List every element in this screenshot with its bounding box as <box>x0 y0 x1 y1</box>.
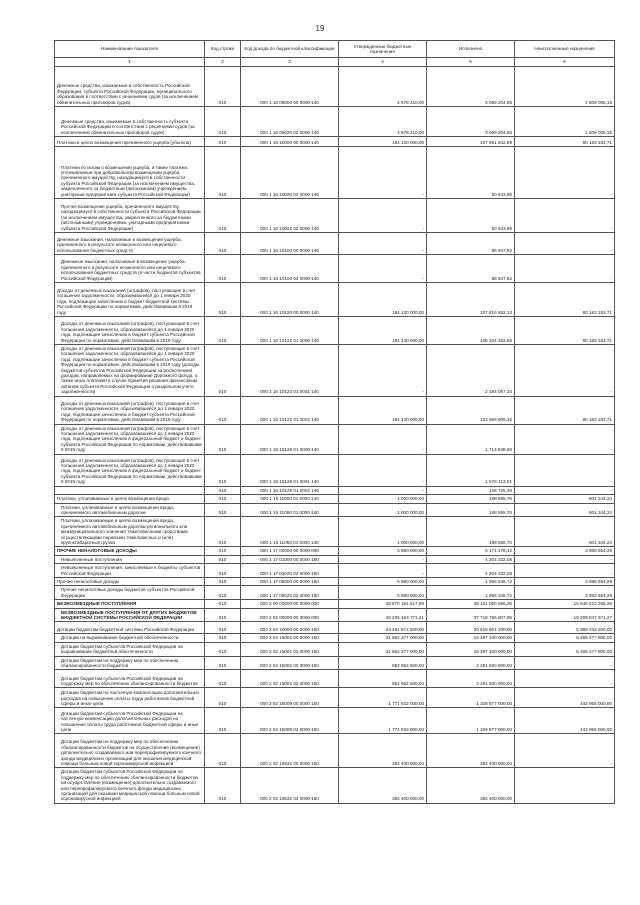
row-executed: 364 400 000,00 <box>427 734 515 768</box>
table-row <box>55 424 615 454</box>
row-code: 010 <box>205 734 241 768</box>
row-name: Доходы от денежных взысканий (штрафов), поступающие в счет погашения задолженности, образовавшейся до 1 января 2020 года, подлежащие зачислению в бюджет субъекта Российской Федерации по нормативам, действовавшим в 2019 году <box>55 317 205 345</box>
row-code: 010 <box>205 424 241 454</box>
table-row <box>55 199 615 233</box>
row-unexecuted: - <box>515 656 615 670</box>
header-name: Наименование показателя <box>55 41 205 58</box>
row-executed: 1 328 877 000,00 <box>427 688 515 708</box>
row-executed: 3 069 204,85 <box>427 107 515 137</box>
row-name: Платежи, уплачиваемые в целях возмещения вреда, причиняемого автомобильным дорогам регионального или межмуниципального значения тяжеловесными средствами, осуществляющими перевозки тяжеловесных и (или) крупногабаритных грузов <box>55 517 205 547</box>
row-executed: 198 655,76 <box>427 517 515 547</box>
row-unexecuted: 442 955 000,00 <box>515 688 615 708</box>
column-number: 2 <box>205 58 241 67</box>
row-name: Дотации бюджетам субъектов Российской Федерации на выравнивание бюджетной обеспеченности <box>55 642 205 656</box>
row-approved: 24 481 572 500,00 <box>339 622 427 634</box>
table-row <box>55 734 615 768</box>
row-executed: 106 104 483,65 <box>427 317 515 345</box>
row-executed: 20 519 601 200,00 <box>427 622 515 634</box>
row-unexecuted: - <box>515 734 615 768</box>
row-code: 010 <box>205 555 241 563</box>
row-approved: 184 130 000,00 <box>339 396 427 424</box>
row-name: Дотации бюджетам на поддержку мер по обеспечению сбалансированности бюджетов на осуществление (возмещение) дополнительно создаваемого или перепрофилируемого коечного фонда медицинских организаций для оказания медицинской помощи больным новой коронавирусной инфекцией <box>55 734 205 768</box>
row-executed: 50 843,86 <box>427 199 515 233</box>
row-name: Денежные взыскания, налагаемые в возмещение ущерба, причиненного в результате незаконного или нецелевого использования бюджетных средств (в части бюджетов субъектов Российской Федерации) <box>55 255 205 283</box>
row-unexecuted: 16 209 047 671,27 <box>515 608 615 622</box>
row-name: Платежи по искам о возмещении ущерба, а также платежи, уплачиваемые при добровольном возмещении ущерба, причиненного имуществу, находящемуся в собственности субъекта Российской Федерации (за исключением имущества, закрепленного за бюджетным (автономным) учреждением, унитарным предприятием субъекта Российской Федерации) <box>55 147 205 199</box>
row-name: Денежные взыскания, налагаемые в возмещение ущерба, причиненного в результате незаконного или нецелевого использования бюджетных средств <box>55 233 205 255</box>
row-unexecuted: - <box>515 564 615 578</box>
row-code: 010 <box>205 137 241 147</box>
row-code: 010 <box>205 688 241 708</box>
row-unexecuted: 3 988 654,28 <box>515 577 615 585</box>
row-name: ПРОЧИЕ НЕНАЛОГОВЫЕ ДОХОДЫ <box>55 547 205 555</box>
row-code: 010 <box>205 255 241 283</box>
table-row <box>55 608 615 622</box>
table-row <box>55 147 615 199</box>
row-code: 010 <box>205 670 241 688</box>
row-approved: 1 771 832 000,00 <box>339 708 427 734</box>
row-code: 010 <box>205 586 241 600</box>
table-row <box>55 233 615 255</box>
row-approved: 184 130 000,00 <box>339 283 427 317</box>
row-executed: 136 725,49 <box>427 486 515 494</box>
row-name: Дотации бюджетам на поддержку мер по обеспечению сбалансированности бюджетов <box>55 656 205 670</box>
page-number: 19 <box>315 24 325 33</box>
row-code: 010 <box>205 107 241 137</box>
row-kbk: 000 1 16 10122 01 0001 140 <box>241 345 339 397</box>
column-number: 1 <box>55 58 205 67</box>
table-row <box>55 768 615 803</box>
row-code: 010 <box>205 503 241 517</box>
row-name: Доходы от денежных взысканий (штрафов), поступающие в счет погашения задолженности, образовавшейся до 1 января 2020 года, подлежащие зачислению в бюджет бюджетной системы Российской Федерации по нормативам, действовавшим в 2019 году <box>55 283 205 317</box>
row-executed: 38 101 060 585,26 <box>427 600 515 608</box>
row-approved: - <box>339 454 427 486</box>
row-executed: 50 843,86 <box>427 147 515 199</box>
header-kbk: Код дохода по бюджетной классификации <box>241 41 339 58</box>
column-number: 3 <box>241 58 339 67</box>
row-unexecuted: - <box>515 345 615 397</box>
table-row <box>55 642 615 656</box>
row-name: Денежные средства, изымаемые в собственность Российской Федерации, субъекта Российской Федерации, муниципального образования в соответствии с решениями судов (за исключением обвинительных приговоров судов) <box>55 67 205 107</box>
row-executed: 1 714 638,50 <box>427 424 515 454</box>
row-kbk: 000 1 16 10122 01 0000 140 <box>241 317 339 345</box>
row-approved: 184 130 000,00 <box>339 137 427 147</box>
row-kbk: 000 1 16 09020 02 0000 140 <box>241 107 339 137</box>
row-code: 010 <box>205 656 241 670</box>
table-row <box>55 517 615 547</box>
row-unexecuted: 80 183 183,71 <box>515 396 615 424</box>
row-approved: - <box>339 555 427 563</box>
column-number-row <box>55 58 615 67</box>
row-name: Дотации бюджетам субъектов Российской Федерации на поддержку мер по обеспечению сбалансированности бюджетов на осуществление (возмещение) дополнительно создаваемого или перепрофилируемого коечного фонда медицинских организаций для оказания медицинской помощи больным новой коронавирусной инфекцией <box>55 768 205 803</box>
row-kbk: 000 1 17 01000 00 0000 180 <box>241 555 339 563</box>
row-unexecuted: - <box>515 424 615 454</box>
row-unexecuted: - <box>515 768 615 803</box>
row-unexecuted: 1 609 005,15 <box>515 107 615 137</box>
table-row <box>55 283 615 317</box>
row-name: Прочее возмещение ущерба, причиненного имуществу, находящемуся в собственности субъекта Российской Федерации (за исключением имущества, закрепленного за бюджетными (автономными) учреждениями, унитарными предприятиями субъекта Российской Федерации) <box>55 199 205 233</box>
row-executed: 103 968 905,25 <box>427 396 515 424</box>
row-approved: 364 400 000,00 <box>339 734 427 768</box>
row-name: Прочие неналоговые доходы <box>55 577 205 585</box>
row-code: 010 <box>205 454 241 486</box>
row-approved: - <box>339 424 427 454</box>
row-approved: - <box>339 199 427 233</box>
row-unexecuted: 442 955 000,00 <box>515 708 615 734</box>
table-row <box>55 454 615 486</box>
row-approved: 5 880 000,00 <box>339 586 427 600</box>
table-row <box>55 67 615 107</box>
row-kbk: 000 1 16 10128 01 0000 140 <box>241 424 339 454</box>
row-approved: - <box>339 564 427 578</box>
row-code: 010 <box>205 199 241 233</box>
row-executed: 198 655,76 <box>427 503 515 517</box>
table-row <box>55 586 615 600</box>
row-kbk: 000 2 02 10000 00 0000 150 <box>241 622 339 634</box>
row-executed: 107 961 842,89 <box>427 137 515 147</box>
row-kbk: 000 2 02 15009 00 0000 150 <box>241 688 339 708</box>
row-name: Прочие неналоговые доходы бюджетов субъектов Российской Федерации <box>55 586 205 600</box>
row-name: Дотации бюджетам субъектов Российской Федерации на частичную компенсацию дополнительных расходов на повышение оплаты труда работников бюджетной сферы и иные цели <box>55 708 205 734</box>
table-row <box>55 255 615 283</box>
row-unexecuted: - <box>515 233 615 255</box>
row-executed: 107 816 662,13 <box>427 283 515 317</box>
row-kbk: 000 1 16 10100 02 0000 140 <box>241 255 339 283</box>
row-executed: 4 204 332,08 <box>427 555 515 563</box>
table-row <box>55 622 615 634</box>
table-row <box>55 688 615 708</box>
row-name: Дотации бюджетам субъектов Российской Федерации на поддержку мер по обеспечению сбалансированности бюджетов <box>55 670 205 688</box>
row-code: 010 <box>205 67 241 107</box>
row-unexecuted: - <box>515 555 615 563</box>
row-approved: - <box>339 147 427 199</box>
row-kbk: 000 2 02 15002 00 0000 150 <box>241 656 339 670</box>
column-number: 5 <box>427 58 515 67</box>
row-name: БЕЗВОЗМЕЗДНЫЕ ПОСТУПЛЕНИЯ <box>55 600 205 608</box>
row-kbk: 000 1 17 05020 02 0000 180 <box>241 586 339 600</box>
table-row <box>55 396 615 424</box>
header-executed: Исполнено <box>427 41 515 58</box>
row-name <box>55 486 205 494</box>
row-kbk: 000 2 02 15001 00 0000 150 <box>241 634 339 642</box>
row-kbk: 000 1 16 10020 02 0000 140 <box>241 147 339 199</box>
row-code: 010 <box>205 634 241 642</box>
row-executed: 1 328 877 000,00 <box>427 708 515 734</box>
row-unexecuted: - <box>515 255 615 283</box>
row-name: Доходы от денежных взысканий (штрафов), поступающие в счет погашения задолженности, образовавшейся до 1 января 2020 года, подлежащие зачислению в бюджет субъекта Российской Федерации по нормативам, действовавшим в 2019 году (доходы бюджетов субъектов Российской Федерации за исключением доходов, направляемых на формирование Дорожного фонда, а также иных платежей в случае принятия решения финансовым органом субъекта Российской Федерации о раздельном учете задолженности) <box>55 345 205 397</box>
row-executed: 16 397 100 000,00 <box>427 642 515 656</box>
row-kbk: 000 1 16 09000 00 0000 140 <box>241 67 339 107</box>
row-unexecuted: 3 988 654,28 <box>515 547 615 555</box>
row-name: Дотации на выравнивание бюджетной обеспеченности <box>55 634 205 642</box>
row-name: Доходы от денежных взысканий (штрафов), поступающие в счет погашения задолженности, образовавшейся до 1 января 2020 года, подлежащие зачислению в бюджет субъекта Российской Федерации по нормативам, действовавшим в 2019 году <box>55 396 205 424</box>
row-approved: 852 662 600,00 <box>339 656 427 670</box>
row-kbk: 000 2 02 15009 02 0000 150 <box>241 708 339 734</box>
row-code: 010 <box>205 396 241 424</box>
row-name: Платежи, уплачиваемые в целях возмещения вреда, причиняемого автомобильным дорогам <box>55 503 205 517</box>
row-kbk: 000 2 02 15002 02 0000 150 <box>241 670 339 688</box>
row-kbk: 000 1 16 10120 00 0000 140 <box>241 283 339 317</box>
row-kbk: 000 2 02 15832 00 0000 150 <box>241 734 339 768</box>
row-unexecuted: 5 465 277 900,00 <box>515 642 615 656</box>
table-row <box>55 564 615 578</box>
table-row <box>55 107 615 137</box>
row-executed: 1 966 846,72 <box>427 577 515 585</box>
row-code: 010 <box>205 608 241 622</box>
row-code: 010 <box>205 642 241 656</box>
row-kbk: 000 2 02 15001 02 0000 150 <box>241 642 339 656</box>
table-row <box>55 317 615 345</box>
row-unexecuted: 3 983 654,28 <box>515 586 615 600</box>
row-code: 010 <box>205 147 241 199</box>
row-kbk: 000 2 02 00000 00 0000 000 <box>241 608 339 622</box>
row-kbk: 000 2 02 15832 02 0000 150 <box>241 768 339 803</box>
row-executed: 37 718 796 807,96 <box>427 608 515 622</box>
row-executed: 2 281 500 900,00 <box>427 670 515 688</box>
row-code: 010 <box>205 577 241 585</box>
row-name: Невыясненные поступления <box>55 555 205 563</box>
row-executed: 364 400 000,00 <box>427 768 515 803</box>
row-unexecuted: - <box>515 147 615 199</box>
row-kbk: 000 1 16 10128 01 0001 140 <box>241 454 339 486</box>
row-kbk: 000 1 16 10000 00 0000 140 <box>241 137 339 147</box>
table-row <box>55 495 615 503</box>
row-unexecuted: 1 609 005,15 <box>515 67 615 107</box>
row-unexecuted: 801 344,24 <box>515 503 615 517</box>
table-row <box>55 670 615 688</box>
row-unexecuted: 80 183 183,71 <box>515 317 615 345</box>
row-approved: 852 662 600,00 <box>339 670 427 688</box>
row-approved: 5 880 000,00 <box>339 547 427 555</box>
row-unexecuted: 5 465 277 900,00 <box>515 634 615 642</box>
row-approved: 1 000 000,00 <box>339 517 427 547</box>
row-executed: 86 947,62 <box>427 233 515 255</box>
table-header-row <box>55 41 615 58</box>
row-kbk: 000 1 16 10022 02 0000 140 <box>241 199 339 233</box>
row-approved: 49 205 163 771,21 <box>339 608 427 622</box>
row-code: 010 <box>205 317 241 345</box>
row-approved: - <box>339 345 427 397</box>
table-row <box>55 137 615 147</box>
row-code: 010 <box>205 564 241 578</box>
row-kbk: 000 1 17 05000 00 0000 180 <box>241 577 339 585</box>
row-executed: 86 947,62 <box>427 255 515 283</box>
row-approved: 5 880 000,00 <box>339 577 427 585</box>
income-report-table <box>54 40 615 804</box>
row-unexecuted: - <box>515 670 615 688</box>
row-code: 010 <box>205 283 241 317</box>
row-name: Дотации бюджетам на частичную компенсацию дополнительных расходов на повышение оплаты труда работников бюджетной сферы и иные цели <box>55 688 205 708</box>
row-approved: 1 000 000,00 <box>339 495 427 503</box>
column-number: 4 <box>339 58 427 67</box>
row-kbk: 000 1 17 01020 02 0000 180 <box>241 564 339 578</box>
row-name: Денежные средства, изымаемые в собственность субъекта Российской Федерации в соответствии с решениями судов (за исключением обвинительных приговоров судов) <box>55 107 205 137</box>
row-name: БЕЗВОЗМЕЗДНЫЕ ПОСТУПЛЕНИЯ ОТ ДРУГИХ БЮДЖЕТОВ БЮДЖЕТНОЙ СИСТЕМЫ РОССИЙСКОЙ ФЕДЕРАЦИИ <box>55 608 205 622</box>
row-unexecuted: 5 998 232 300,00 <box>515 622 615 634</box>
row-kbk: 000 1 16 10122 01 0002 140 <box>241 396 339 424</box>
row-code: 010 <box>205 600 241 608</box>
row-approved: 1 000 000,00 <box>339 503 427 517</box>
row-approved: - <box>339 486 427 494</box>
row-code: 010 <box>205 517 241 547</box>
row-executed: 198 655,76 <box>427 495 515 503</box>
row-name: Доходы от денежных взысканий (штрафов), поступающие в счет погашения задолженности, образовавшейся до 1 января 2020 года, подлежащие зачислению в федеральный бюджет и бюджет субъекта Российской Федерации по нормативам, действовавшим в 2019 году <box>55 424 205 454</box>
row-approved: 21 862 377 000,00 <box>339 642 427 656</box>
row-name: Дотации бюджетам бюджетной системы Российской Федерации <box>55 622 205 634</box>
table-row <box>55 577 615 585</box>
row-name: Доходы от денежных взысканий (штрафов), поступающие в счет погашения задолженности, образовавшейся до 1 января 2020 года, подлежащие зачислению в федеральный бюджет и бюджет субъекта Российской Федерации по нормативам, действовавшим в 2019 году <box>55 454 205 486</box>
row-executed: 1 966 345,72 <box>427 586 515 600</box>
row-unexecuted: 15 646 422 265,26 <box>515 600 615 608</box>
row-code: 010 <box>205 547 241 555</box>
row-approved: 4 678 210,00 <box>339 107 427 137</box>
row-kbk: 000 1 17 00000 00 0000 000 <box>241 547 339 555</box>
table-row <box>55 708 615 734</box>
row-kbk: 000 1 16 11063 01 0000 140 <box>241 517 339 547</box>
row-approved: 21 862 377 000,00 <box>339 634 427 642</box>
row-kbk: 000 2 00 00000 00 0000 000 <box>241 600 339 608</box>
header-code: Код строки <box>205 41 241 58</box>
row-unexecuted: 80 183 183,71 <box>515 137 615 147</box>
header-approved: Утвержденные бюджетные назначения <box>339 41 427 58</box>
row-executed: 1 578 413,01 <box>427 454 515 486</box>
row-approved: 1 771 832 000,00 <box>339 688 427 708</box>
table-row <box>55 345 615 397</box>
row-executed: 4 204 332,08 <box>427 564 515 578</box>
row-executed: 6 171 178,32 <box>427 547 515 555</box>
row-kbk: 000 1 16 11060 01 0000 140 <box>241 503 339 517</box>
row-name: Платежи, уплачиваемые в целях возмещения вреда <box>55 495 205 503</box>
row-unexecuted: 80 183 183,71 <box>515 283 615 317</box>
row-code: 010 <box>205 622 241 634</box>
row-unexecuted: 801 344,24 <box>515 517 615 547</box>
row-kbk: 000 1 16 10128 01 0002 140 <box>241 486 339 494</box>
header-unexecuted: Неисполненные назначения <box>515 41 615 58</box>
table-row <box>55 547 615 555</box>
row-code: 010 <box>205 768 241 803</box>
table-row <box>55 503 615 517</box>
row-executed: 16 397 100 000,00 <box>427 634 515 642</box>
row-unexecuted: - <box>515 199 615 233</box>
row-approved: 49 870 191 517,88 <box>339 600 427 608</box>
row-name: Невыясненные поступления, зачисляемые в бюджеты субъектов Российской Федерации <box>55 564 205 578</box>
row-kbk: 000 1 16 11000 01 0000 140 <box>241 495 339 503</box>
table-row <box>55 555 615 563</box>
table-row <box>55 486 615 494</box>
row-approved: 184 130 000,00 <box>339 317 427 345</box>
row-approved: - <box>339 255 427 283</box>
row-executed: 2 281 500 900,00 <box>427 656 515 670</box>
row-executed: 2 184 057,34 <box>427 345 515 397</box>
row-code: 010 <box>205 233 241 255</box>
row-kbk: 000 1 16 10100 00 0000 140 <box>241 233 339 255</box>
row-code: 010 <box>205 708 241 734</box>
column-number: 6 <box>515 58 615 67</box>
row-unexecuted: 801 344,24 <box>515 495 615 503</box>
table-row <box>55 634 615 642</box>
row-approved: - <box>339 233 427 255</box>
row-code: 010 <box>205 345 241 397</box>
row-code: 010 <box>205 495 241 503</box>
row-executed: 3 069 204,85 <box>427 67 515 107</box>
row-approved: 364 400 000,00 <box>339 768 427 803</box>
row-approved: 4 678 210,00 <box>339 67 427 107</box>
row-name: Платежи в целях возмещения причиненного ущерба (убытков) <box>55 137 205 147</box>
row-code: 010 <box>205 486 241 494</box>
table-row <box>55 656 615 670</box>
row-unexecuted: - <box>515 454 615 486</box>
table-row <box>55 600 615 608</box>
row-unexecuted: - <box>515 486 615 494</box>
table-body <box>55 67 615 804</box>
